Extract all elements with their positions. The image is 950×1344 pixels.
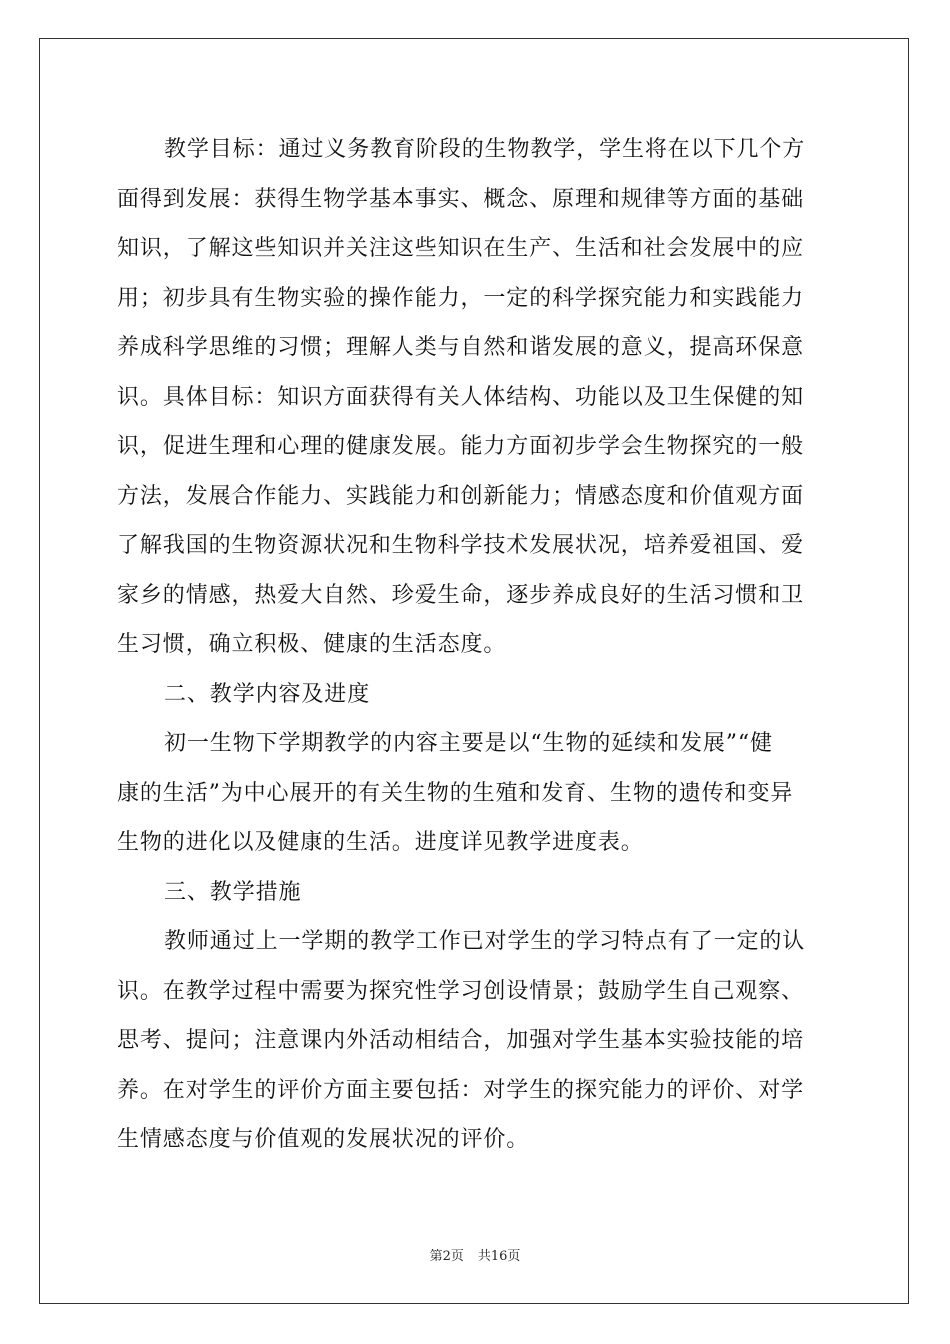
paragraph-line: 养成科学思维的习惯；理解人类与自然和谐发展的意义，提高环保意 xyxy=(117,335,805,360)
section-heading: 三、教学措施 xyxy=(164,879,302,905)
paragraph-line: 面得到发展：获得生物学基本事实、概念、原理和规律等方面的基础 xyxy=(117,186,805,212)
paragraph-line: 康的生活”为中心展开的有关生物的生殖和发育、生物的遗传和变异 xyxy=(117,780,794,806)
page-total: 共16页 xyxy=(477,1249,521,1264)
paragraph-line: 识。具体目标：知识方面获得有关人体结构、功能以及卫生保健的知 xyxy=(117,384,805,410)
paragraph-line: 养。在对学生的评价方面主要包括：对学生的探究能力的评价、对学 xyxy=(117,1077,805,1103)
section-heading: 二、教学内容及进度 xyxy=(164,681,371,707)
page-number: 第2页 xyxy=(429,1249,464,1264)
paragraph-line: 生情感态度与价值观的发展状况的评价。 xyxy=(117,1127,530,1152)
paragraph-line: 教学目标：通过义务教育阶段的生物教学，学生将在以下几个方 xyxy=(164,137,806,162)
paragraph-line: 家乡的情感，热爱大自然、珍爱生命，逐步养成良好的生活习惯和卫 xyxy=(117,582,805,608)
document-body xyxy=(117,125,835,1165)
paragraph-line: 生物的进化以及健康的生活。进度详见教学进度表。 xyxy=(117,830,644,855)
paragraph-line: 知识，了解这些知识并关注这些知识在生产、生活和社会发展中的应 xyxy=(117,236,805,261)
paragraph-line: 识，促进生理和心理的健康发展。能力方面初步学会生物探究的一般 xyxy=(117,434,805,459)
page-footer xyxy=(0,1245,950,1264)
paragraph-line: 教师通过上一学期的教学工作已对学生的学习特点有了一定的认 xyxy=(164,929,806,954)
paragraph-line: 方法，发展合作能力、实践能力和创新能力；情感态度和价值观方面 xyxy=(117,483,805,509)
paragraph-line: 思考、提问；注意课内外活动相结合，加强对学生基本实验技能的培 xyxy=(117,1028,805,1053)
paragraph-line: 用；初步具有生物实验的操作能力，一定的科学探究能力和实践能力 xyxy=(117,285,805,311)
paragraph-line: 了解我国的生物资源状况和生物科学技术发展状况，培养爱祖国、爱 xyxy=(117,533,805,558)
paragraph-line: 初一生物下学期教学的内容主要是以“生物的延续和发展”“健 xyxy=(164,731,773,756)
paragraph-line: 生习惯，确立积极、健康的生活态度。 xyxy=(117,632,507,657)
paragraph-line: 识。在教学过程中需要为探究性学习创设情景；鼓励学生自己观察、 xyxy=(117,978,805,1004)
